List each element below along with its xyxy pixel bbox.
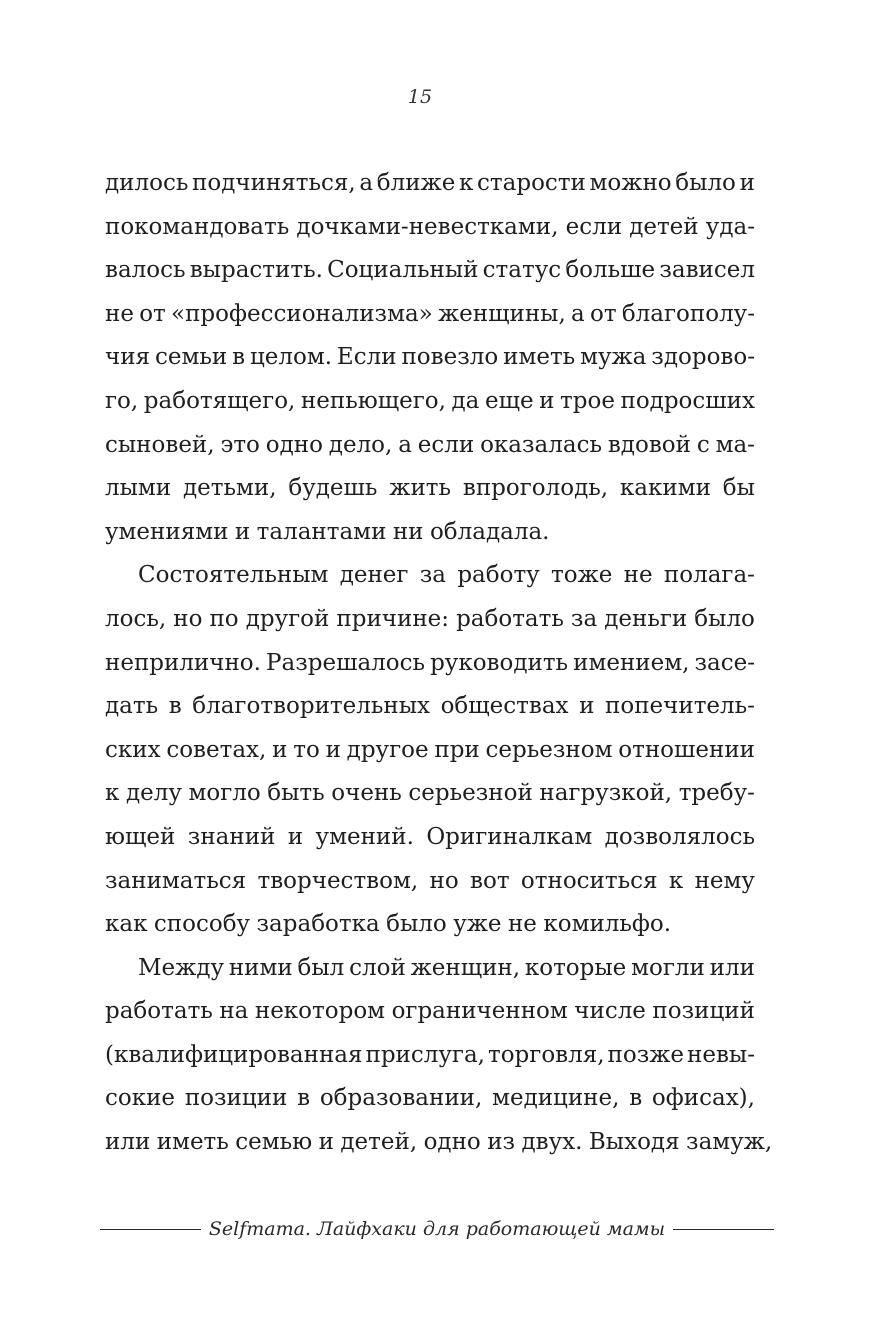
paragraph: [105, 554, 755, 946]
text-line: го, работящего, непьющего, да еще и трое подросших: [105, 387, 755, 414]
text-line: Состоятельным денег за работу тоже не полага-: [138, 562, 755, 589]
running-footer: [100, 1218, 774, 1240]
text-line: лыми детьми, будешь жить впроголодь, какими бы: [105, 475, 755, 502]
text-line: (квалифицированная прислуга, торговля, позже невы-: [105, 1041, 755, 1068]
text-line: сыновей, это одно дело, а если оказалась вдовой с ма-: [105, 431, 755, 458]
text-line: умениями и талантами ни обладала.: [105, 518, 550, 545]
paragraph: [105, 947, 773, 1165]
text-line: к делу могло быть очень серьезной нагрузкой, требу-: [105, 780, 755, 807]
book-title: Selfmama. Лайфхаки для работающей мамы: [208, 1218, 666, 1240]
text-line: валось вырастить. Социальный статус больше зависел: [105, 257, 755, 284]
text-line: неприлично. Разрешалось руководить имением, засе-: [105, 649, 755, 676]
text-line: ских советах, и то и другое при серьезном отношении: [105, 736, 755, 763]
text-line: дилось подчиняться, а ближе к старости можно было и: [105, 170, 755, 196]
paragraph: [105, 162, 755, 554]
text-line: работать на некотором ограниченном числе позиций: [105, 998, 755, 1025]
text-line: заниматься творчеством, но вот относиться к нему: [105, 867, 755, 894]
text-line: чия семьи в целом. Если повезло иметь мужа здорово-: [105, 344, 755, 371]
text-line: Между ними был слой женщин, которые могли или: [138, 954, 755, 981]
footer-rule-right: [673, 1229, 774, 1230]
page-number: 15: [407, 86, 433, 108]
text-line: сокие позиции в образовании, медицине, в офисах),: [105, 1085, 755, 1112]
text-line: как способу заработка было уже не комильфо.: [105, 911, 672, 938]
body-text: [105, 162, 773, 1165]
text-line: лось, но по другой причине: работать за деньги было: [105, 605, 755, 632]
text-line: ющей знаний и умений. Оригиналкам дозволялось: [105, 823, 755, 850]
text-line: или иметь семью и детей, одно из двух. Выходя замуж,: [105, 1129, 773, 1156]
text-line: дать в благотворительных обществах и попечитель-: [105, 693, 755, 720]
text-line: покомандовать дочками-невестками, если детей уда-: [105, 213, 755, 240]
text-line: не от «профессионализма» женщины, а от благополу-: [105, 300, 755, 327]
footer-rule-left: [100, 1229, 201, 1230]
